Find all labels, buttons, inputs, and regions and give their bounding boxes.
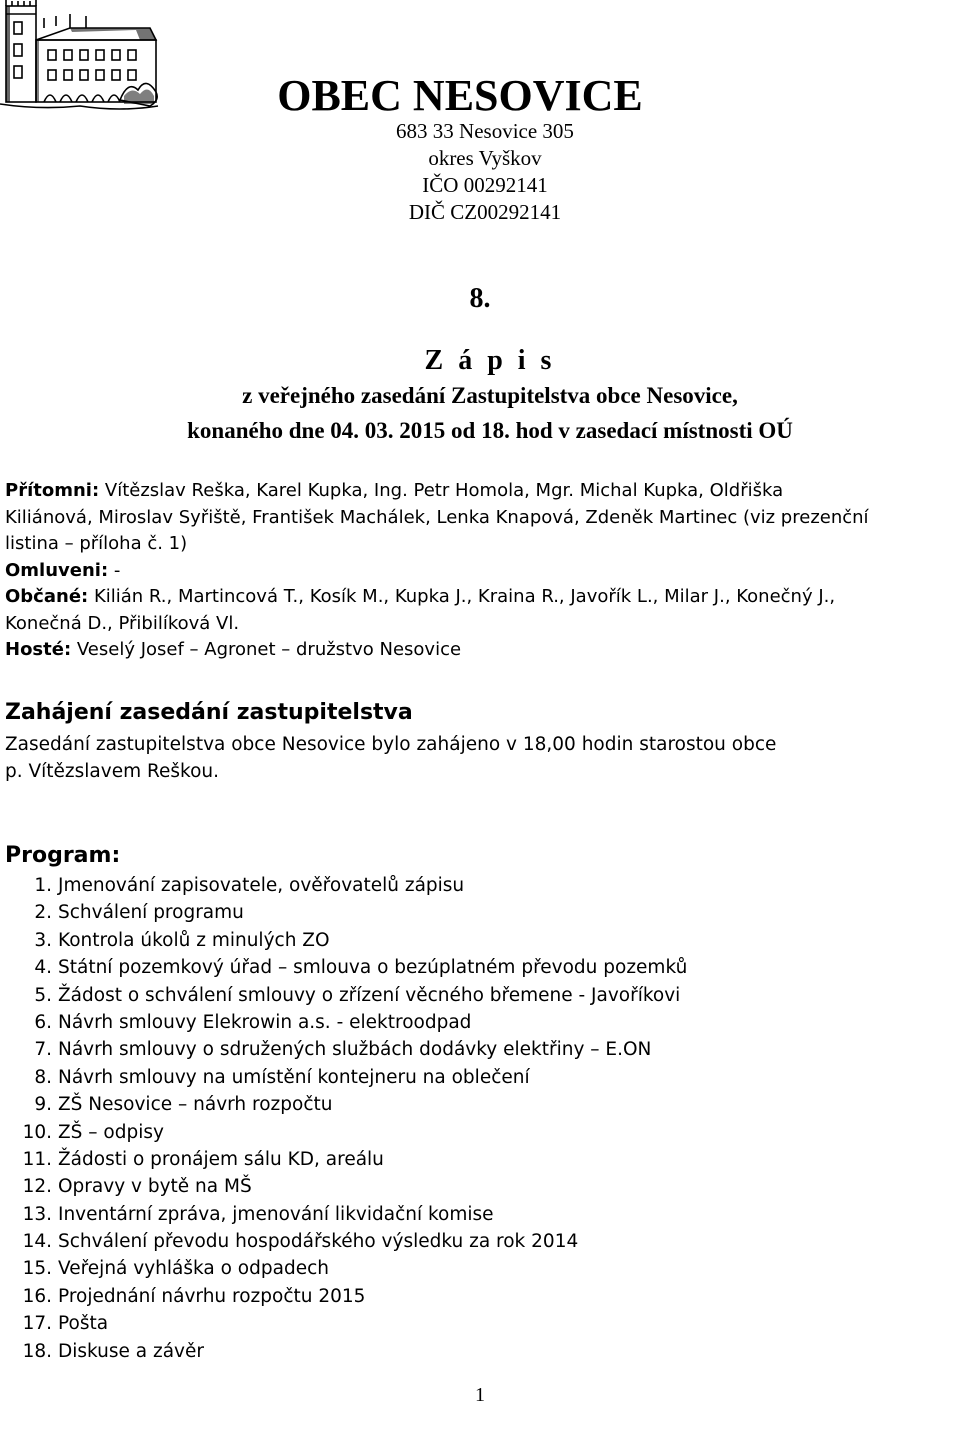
excused-line (5, 558, 957, 585)
program-item (0, 982, 940, 1009)
program-item-text: Žádosti o pronájem sálu KD, areálu (58, 1148, 384, 1170)
program-item-number: 17. (22, 1313, 52, 1335)
document-title: Z á p i s (424, 345, 556, 376)
guests-label: Hosté: (5, 639, 72, 660)
citizens-label: Občané: (5, 586, 89, 607)
program-item-text: Jmenování zapisovatele, ověřovatelů zápisu (58, 875, 465, 896)
citizens-line-1: Kilián R., Martincová T., Kosík M., Kupka J., Kraina R., Javořík L., Milar J., Konečný J., (88, 586, 836, 607)
program-item-text: Pošta (58, 1313, 109, 1335)
program-item-number: 9. (34, 1094, 52, 1116)
page-number: 1 (475, 1384, 485, 1406)
program-item-text: Návrh smlouvy Elekrowin a.s. - elektroodpad (58, 1011, 472, 1033)
program-item (0, 1173, 940, 1200)
address-line-1: 683 33 Nesovice 305 (396, 119, 574, 143)
present-label: Přítomni: (5, 480, 100, 501)
program-item-text: Schválení programu (58, 902, 244, 924)
program-item-number: 14. (22, 1231, 52, 1253)
program-item (0, 872, 940, 899)
program-item (0, 1009, 940, 1036)
present-line-2: Kiliánová, Miroslav Syřiště, František Machálek, Lenka Knapová, Zdeněk Martinec (viz prezenční (5, 506, 869, 528)
program-item (0, 1228, 940, 1255)
program-item-number: 11. (22, 1148, 52, 1170)
program-item-number: 18. (22, 1340, 52, 1362)
guests-value: Veselý Josef – Agronet – družstvo Nesovice (71, 639, 462, 660)
program-item-text: ZŠ – odpisy (58, 1121, 164, 1143)
excused-label: Omluveni: (5, 559, 109, 581)
program-item-text: ZŠ Nesovice – návrh rozpočtu (58, 1094, 333, 1116)
program-item-number: 7. (34, 1039, 52, 1061)
citizens-line-2: Konečná D., Přibilíková Vl. (5, 612, 240, 634)
program-item (0, 1064, 940, 1091)
address-line-2: okres Vyškov (428, 146, 542, 170)
dic-line: DIČ CZ00292141 (408, 200, 562, 224)
program-item-number: 4. (34, 957, 52, 979)
program-item-number: 15. (22, 1258, 52, 1280)
program-item (0, 1146, 940, 1173)
org-name (0, 70, 920, 121)
program-item (0, 1091, 940, 1118)
program-list (0, 872, 940, 1365)
org-name-text: OBEC NESOVICE (277, 71, 643, 120)
program-item (0, 1310, 940, 1337)
program-item (0, 899, 940, 926)
opening-text-line-1: Zasedání zastupitelstva obce Nesovice bylo zahájeno v 18,00 hodin starostou obce (5, 734, 777, 755)
program-item (0, 1201, 940, 1228)
program-item (0, 1119, 940, 1146)
opening-text-line-2: p. Vítězslavem Reškou. (5, 760, 220, 782)
opening-heading: Zahájení zasedání zastupitelstva (5, 700, 413, 725)
program-item-text: Návrh smlouvy o sdružených službách dodávky elektřiny – E.ON (58, 1039, 652, 1061)
program-item (0, 1255, 940, 1282)
ico-line: IČO 00292141 (422, 173, 548, 197)
program-item-text: Diskuse a závěr (58, 1340, 204, 1362)
program-heading: Program: (5, 843, 121, 868)
program-item (0, 1036, 940, 1063)
program-item-text: Veřejná vyhláška o odpadech (58, 1258, 329, 1280)
program-item-number: 3. (34, 929, 52, 951)
excused-value: - (108, 559, 121, 581)
program-item-text: Kontrola úkolů z minulých ZO (58, 929, 330, 951)
citizens-paragraph (5, 584, 957, 637)
program-item (0, 927, 940, 954)
present-line-3: listina – příloha č. 1) (5, 533, 188, 554)
present-paragraph (5, 478, 957, 558)
program-item-text: Inventární zpráva, jmenování likvidační komise (58, 1203, 494, 1225)
guests-line (5, 637, 957, 664)
program-item-number: 6. (34, 1011, 52, 1033)
program-item (0, 1283, 940, 1310)
program-item-number: 1. (34, 875, 52, 896)
program-item-text: Návrh smlouvy na umístění kontejneru na oblečení (58, 1066, 530, 1088)
program-item-text: Státní pozemkový úřad – smlouva o bezúplatném převodu pozemků (58, 957, 688, 979)
program-item-number: 8. (34, 1066, 52, 1088)
program-item-number: 16. (22, 1285, 52, 1307)
present-line-1: Vítězslav Reška, Karel Kupka, Ing. Petr Homola, Mgr. Michal Kupka, Oldřiška (99, 480, 784, 501)
program-item (0, 1338, 940, 1365)
document-number: 8. (469, 283, 491, 314)
attendance-section (5, 478, 957, 664)
program-item-number: 10. (22, 1121, 52, 1143)
program-item-text: Projednání návrhu rozpočtu 2015 (58, 1285, 366, 1307)
program-item-number: 12. (22, 1176, 52, 1198)
program-item-text: Žádost o schválení smlouvy o zřízení věcného břemene - Javoříkovi (58, 984, 681, 1006)
program-item-number: 2. (34, 902, 52, 924)
opening-text (5, 732, 955, 785)
document-subtitle-2: konaného dne 04. 03. 2015 od 18. hod v zasedací místnosti OÚ (187, 418, 793, 443)
document-subtitle-1: z veřejného zasedání Zastupitelstva obce Nesovice, (242, 383, 738, 408)
program-item-number: 5. (34, 984, 52, 1006)
program-item-number: 13. (22, 1203, 52, 1225)
program-item (0, 954, 940, 981)
program-item-text: Schválení převodu hospodářského výsledku za rok 2014 (58, 1231, 579, 1253)
program-item-text: Opravy v bytě na MŠ (58, 1176, 252, 1198)
